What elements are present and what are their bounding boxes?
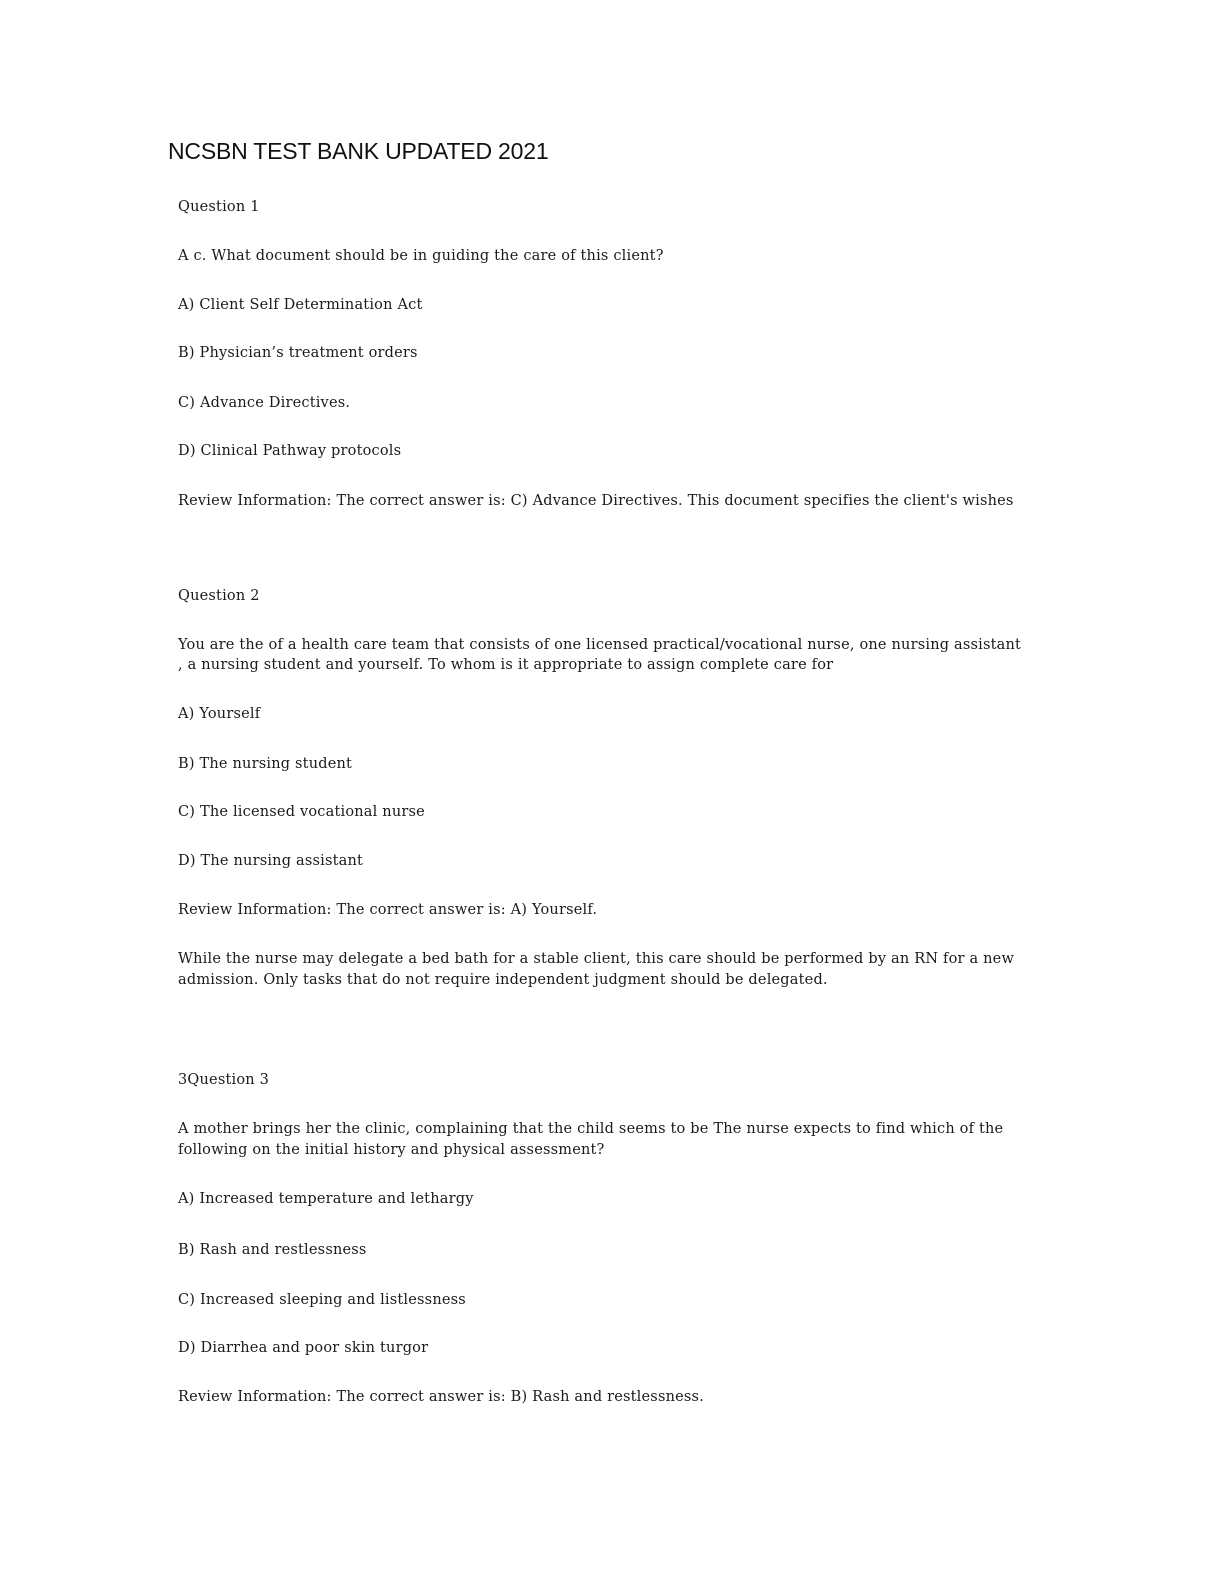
question-1-option-d: D) Clinical Pathway protocols — [178, 443, 402, 459]
question-2-review: Review Information: The correct answer is: A) Yourself. — [178, 902, 598, 918]
question-1-review: Review Information: The correct answer is: C) Advance Directives. This document specifies the client's wishes — [178, 493, 1014, 509]
question-3-option-a: A) Increased temperature and lethargy — [178, 1191, 474, 1207]
document-title: NCSBN TEST BANK UPDATED 2021 — [168, 138, 549, 164]
question-3-stem-line-2: following on the initial history and physical assessment? — [178, 1142, 605, 1158]
question-3-option-c: C) Increased sleeping and listlessness — [178, 1292, 466, 1308]
question-2-option-a: A) Yourself — [178, 706, 261, 722]
question-1-label: Question 1 — [178, 199, 260, 215]
question-2-option-b: B) The nursing student — [178, 756, 353, 772]
question-3-option-b: B) Rash and restlessness — [178, 1242, 367, 1258]
question-2-option-d: D) The nursing assistant — [178, 853, 364, 869]
question-2-stem-line-2: , a nursing student and yourself. To whom is it appropriate to assign complete care for — [178, 657, 834, 673]
question-2-label: Question 2 — [178, 588, 260, 604]
question-1-stem: A c. What document should be in guiding the care of this client? — [178, 248, 664, 264]
question-1-option-a: A) Client Self Determination Act — [178, 297, 423, 313]
question-3-option-d: D) Diarrhea and poor skin turgor — [178, 1340, 429, 1356]
question-3-stem-line-1: A mother brings her the clinic, complaining that the child seems to be The nurse expects to find which of the — [178, 1121, 1004, 1137]
question-2-explanation-line-1: While the nurse may delegate a bed bath for a stable client, this care should be performed by an RN for a new — [178, 951, 1015, 967]
question-1-option-b: B) Physician’s treatment orders — [178, 345, 418, 361]
question-2-explanation-line-2: admission. Only tasks that do not require independent judgment should be delegated. — [178, 972, 828, 988]
question-3-review: Review Information: The correct answer is: B) Rash and restlessness. — [178, 1389, 704, 1405]
question-2-stem-line-1: You are the of a health care team that consists of one licensed practical/vocational nurse, one nursing assistant — [178, 637, 1022, 653]
question-2-option-c: C) The licensed vocational nurse — [178, 804, 425, 820]
question-3-label: 3Question 3 — [178, 1072, 270, 1088]
question-1-option-c: C) Advance Directives. — [178, 395, 351, 411]
